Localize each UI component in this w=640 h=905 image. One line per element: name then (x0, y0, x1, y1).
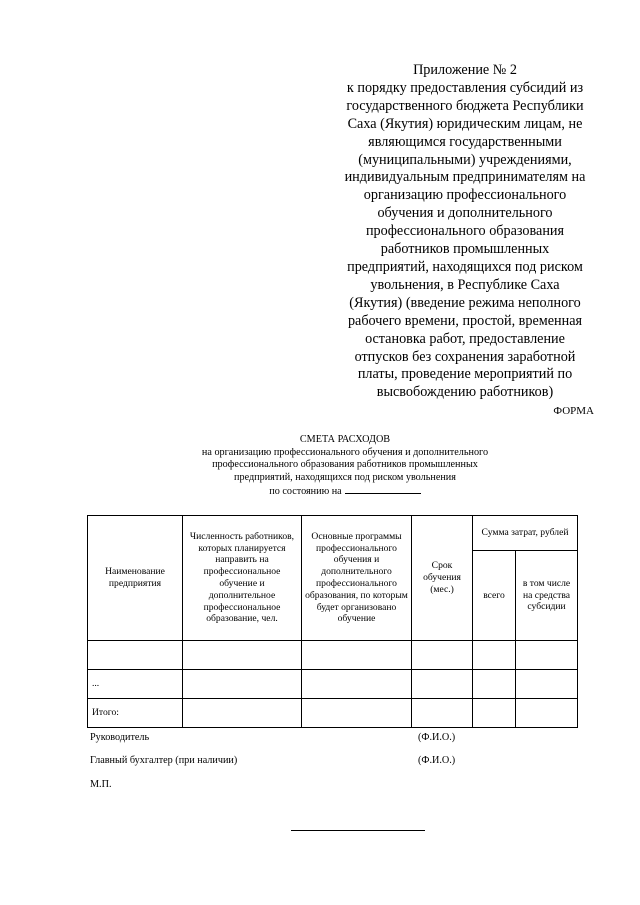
table-cell[interactable] (473, 670, 516, 699)
header-sum-total: всего (473, 551, 516, 641)
appendix-line: профессионального образования (365, 223, 565, 240)
table-cell[interactable] (412, 699, 473, 728)
row-label[interactable] (88, 641, 183, 670)
appendix-line: (Якутия) (введение режима неполного (349, 294, 581, 311)
header-sum-subsidy: в том числе на средства субсидии (516, 551, 578, 641)
table-cell[interactable] (183, 699, 302, 728)
table-cell[interactable] (412, 670, 473, 699)
head-signature-label: Руководитель (90, 732, 150, 743)
appendix-line: отпусков без сохранения заработной (354, 348, 576, 365)
table-cell[interactable] (473, 699, 516, 728)
appendix-line: работников промышленных (380, 241, 550, 258)
estimate-date-field[interactable] (345, 484, 421, 494)
estimate-subtitle-line: профессионального образования работников промышленных (212, 459, 478, 471)
estimate-date-label: по состоянию на (269, 486, 342, 498)
appendix-line: Приложение № 2 (413, 62, 517, 78)
table-cell[interactable] (473, 641, 516, 670)
stamp-label: М.П. (90, 779, 112, 790)
head-fio-label: (Ф.И.О.) (418, 732, 456, 743)
row-label[interactable]: Итого: (88, 699, 183, 728)
header-sum: Сумма затрат, рублей (473, 516, 578, 551)
appendix-line: высвобождению работников) (376, 384, 554, 401)
accountant-fio-label: (Ф.И.О.) (418, 755, 456, 766)
appendix-block (322, 62, 608, 402)
table-cell[interactable] (183, 670, 302, 699)
table-cell[interactable] (516, 670, 578, 699)
appendix-line: индивидуальным предпринимателям на (344, 169, 586, 186)
table-cell[interactable] (302, 641, 412, 670)
table-row (88, 670, 578, 699)
appendix-line: обучения и дополнительного (377, 205, 553, 222)
appendix-line: платы, проведение мероприятий по (357, 366, 573, 383)
table-row-total (88, 699, 578, 728)
row-label[interactable]: ... (88, 670, 183, 699)
footer-divider (291, 830, 425, 831)
appendix-line: остановка работ, предоставление (365, 330, 565, 347)
appendix-line: организацию профессионального (363, 187, 567, 204)
header-worker-count: Численность работников, которых планируется направить на профессиональное обучение и дополнительное профессиональное образование, чел. (183, 516, 302, 641)
appendix-line: Саха (Якутия) юридическим лицам, не (347, 115, 583, 132)
form-label: ФОРМА (553, 405, 594, 417)
appendix-line: являющимся государственными (368, 133, 562, 150)
table-cell[interactable] (302, 699, 412, 728)
table-cell[interactable] (183, 641, 302, 670)
table-cell[interactable] (516, 641, 578, 670)
table-cell[interactable] (302, 670, 412, 699)
appendix-line: к порядку предоставления субсидий из (346, 79, 584, 96)
header-enterprise-name: Наименование предприятия (88, 516, 183, 641)
appendix-line: предприятий, находящихся под риском (347, 258, 583, 275)
estimate-subtitle-line: предприятий, находящихся под риском увольнения (234, 471, 456, 483)
estimate-title: СМЕТА РАСХОДОВ (299, 434, 391, 445)
table-cell[interactable] (516, 699, 578, 728)
accountant-signature-label: Главный бухгалтер (при наличии) (90, 755, 238, 766)
estimate-heading (150, 434, 540, 499)
appendix-line: увольнения, в Республике Саха (370, 276, 560, 293)
appendix-line: (муниципальными) учреждениями, (358, 151, 572, 168)
estimate-subtitle-line: на организацию профессионального обучения и дополнительного (201, 446, 489, 458)
appendix-line: государственного бюджета Республики (346, 97, 584, 114)
header-programs: Основные программы профессионального обучения и дополнительного профессионального образования, по которым будет организовано обучение (302, 516, 412, 641)
header-term: Срок обучения (мес.) (412, 516, 473, 641)
estimate-date-row (150, 484, 540, 499)
appendix-line: рабочего времени, простой, временная (347, 312, 583, 329)
table-row (88, 641, 578, 670)
estimate-table (87, 515, 578, 728)
table-cell[interactable] (412, 641, 473, 670)
